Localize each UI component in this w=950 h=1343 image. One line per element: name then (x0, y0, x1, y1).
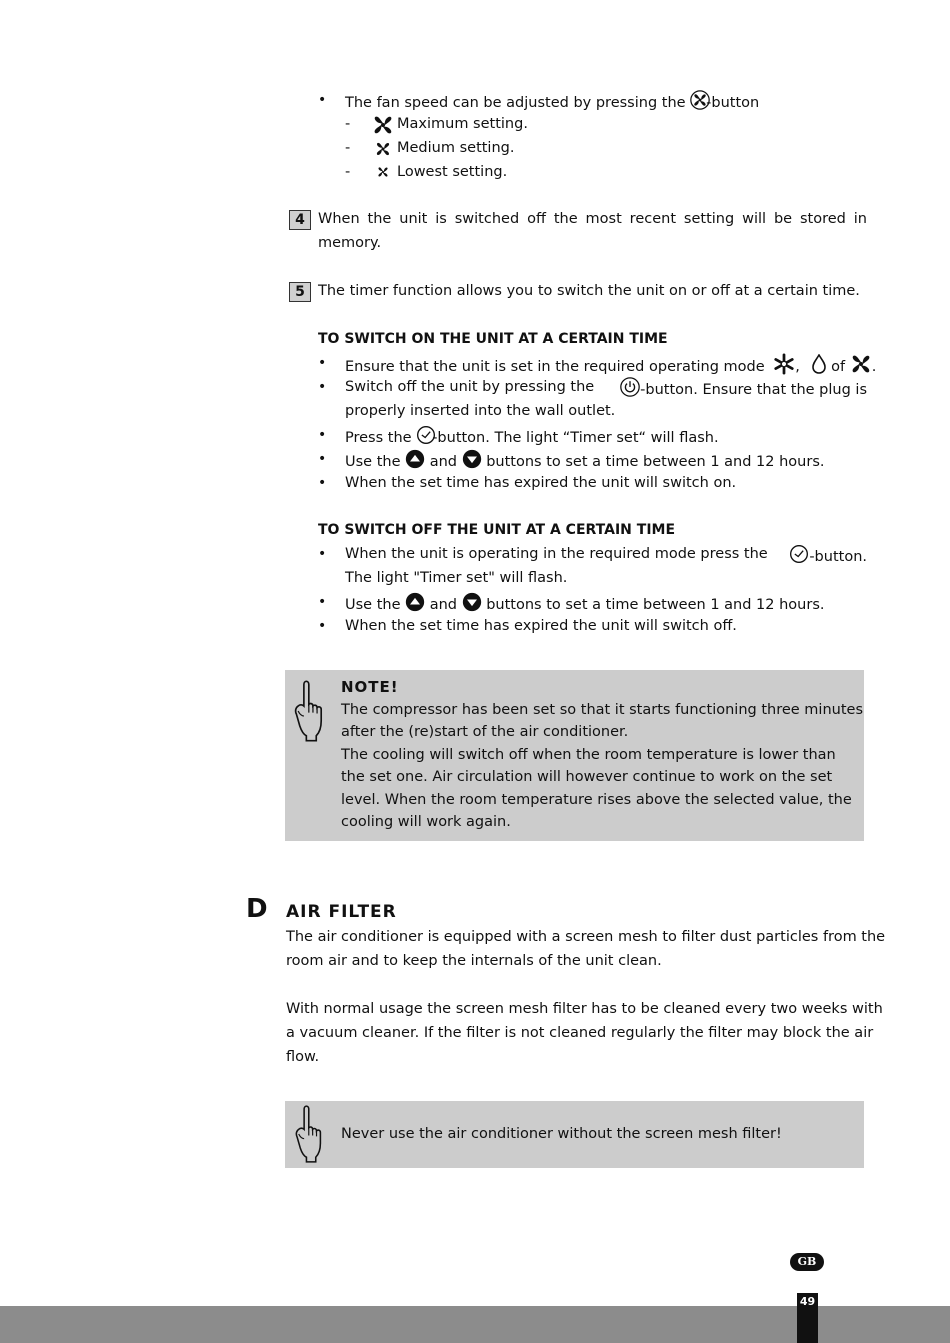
power-button-icon (620, 377, 640, 403)
switch-on-b2-post: -button. Ensure that the plug is (640, 382, 867, 398)
step5-text: The timer function allows you to switch the unit on or off at a certain time. (318, 283, 860, 299)
air-filter-p2-line3: flow. (286, 1049, 320, 1065)
switch-off-b1-tail (789, 544, 867, 570)
bullet-marker: • (318, 451, 327, 467)
bullet-marker: • (318, 475, 327, 491)
pointing-hand-icon (290, 678, 326, 748)
section-title: AIR FILTER (286, 902, 397, 922)
note-line: the set one. Air circulation will however continue to work on the set (341, 769, 833, 786)
note-line: The compressor has been set so that it starts functioning three minutes (341, 702, 863, 718)
switch-on-b3 (345, 425, 719, 451)
air-filter-p2-line2: a vacuum cleaner. If the filter is not cleaned regularly the filter may block the air (286, 1025, 874, 1041)
warning-text: Never use the air conditioner without the screen mesh filter! (341, 1126, 782, 1142)
bullet-marker: • (318, 379, 327, 395)
bullet-marker: • (318, 355, 327, 371)
step-number-4: 4 (289, 210, 311, 230)
switch-on-b1-of: of (831, 359, 846, 375)
switch-on-b4-and: and (429, 454, 457, 470)
arrow-up-button-icon (405, 592, 425, 618)
arrow-up-button-icon (405, 449, 425, 475)
country-badge: GB (790, 1253, 824, 1271)
switch-off-b2 (345, 592, 824, 618)
fan-intro-text: The fan speed can be adjusted by pressing the (345, 95, 686, 111)
switch-off-b2-pre: Use the (345, 597, 401, 613)
switch-on-b4 (345, 449, 824, 475)
switch-on-b1-comma: , (795, 359, 800, 375)
arrow-down-button-icon (462, 592, 482, 618)
fan-max-icon (372, 114, 394, 140)
air-filter-p2-line1: With normal usage the screen mesh filter has to be cleaned every two weeks with (286, 1001, 883, 1017)
switch-on-b1-text: Ensure that the unit is set in the required operating mode (345, 359, 765, 375)
note-line: cooling will work again. (341, 814, 511, 831)
switch-on-b5: When the set time has expired the unit will switch on. (345, 475, 737, 491)
switch-on-b2-pre: Switch off the unit by pressing the (345, 379, 595, 395)
arrow-down-button-icon (462, 449, 482, 475)
step-number-5: 5 (289, 282, 311, 302)
note-line: level. When the room temperature rises above the selected value, the (341, 791, 852, 808)
switch-off-b1-line2: The light "Timer set" will flash. (345, 570, 568, 586)
note-line: The cooling will switch off when the room temperature is lower than (341, 746, 836, 763)
warning-box (285, 1101, 864, 1168)
fan-intro (345, 90, 759, 116)
bullet-marker: • (318, 92, 327, 108)
pointing-hand-icon (290, 1103, 326, 1169)
setting-medium-label: Medium setting. (397, 140, 515, 156)
setting-dash: - (345, 164, 351, 180)
note-box (285, 670, 864, 841)
switch-on-b4-post: buttons to set a time between 1 and 12 hours. (486, 454, 825, 470)
setting-dash: - (345, 116, 351, 132)
step4-line2: memory. (318, 235, 382, 251)
switch-on-b2-line2: properly inserted into the wall outlet. (345, 403, 616, 419)
fan-medium-icon (375, 141, 391, 161)
setting-low-label: Lowest setting. (397, 164, 508, 180)
switch-off-b2-and: and (429, 597, 457, 613)
switch-off-b1-pre: When the unit is operating in the required mode press the (345, 546, 768, 562)
bullet-marker: • (318, 618, 327, 634)
switch-on-b2 (345, 377, 867, 403)
bullet-marker: • (318, 546, 327, 562)
switch-on-b2-tail (620, 377, 867, 403)
air-filter-p1-line1: The air conditioner is equipped with a screen mesh to filter dust particles from the (286, 929, 886, 945)
section-letter: D (246, 894, 268, 924)
fan-intro-suffix: -button (706, 95, 760, 111)
switch-off-heading: TO SWITCH OFF THE UNIT AT A CERTAIN TIME (318, 522, 676, 538)
switch-on-b1-end: . (871, 359, 877, 375)
note-body (341, 699, 863, 833)
switch-off-b2-post: buttons to set a time between 1 and 12 hours. (486, 597, 825, 613)
air-filter-p1-line2: room air and to keep the internals of the unit clean. (286, 953, 662, 969)
bullet-marker: • (318, 594, 327, 610)
switch-on-b3-pre: Press the (345, 430, 412, 446)
switch-off-b3: When the set time has expired the unit will switch off. (345, 618, 737, 634)
page-number: 49 (797, 1293, 818, 1343)
setting-max-label: Maximum setting. (397, 116, 528, 132)
setting-dash: - (345, 140, 351, 156)
switch-on-b3-post: -button. The light “Timer set“ will flash. (432, 430, 719, 446)
switch-off-b1 (345, 544, 867, 570)
switch-on-b4-pre: Use the (345, 454, 401, 470)
bullet-marker: • (318, 427, 327, 443)
timer-button-icon (789, 544, 809, 570)
note-title: NOTE! (341, 678, 399, 696)
fan-low-icon (377, 166, 389, 182)
step4-line1: When the unit is switched off the most recent setting will be stored in (318, 211, 867, 227)
note-line: after the (re)start of the air conditioner. (341, 724, 629, 741)
switch-on-heading: TO SWITCH ON THE UNIT AT A CERTAIN TIME (318, 331, 668, 347)
switch-off-b1-post: -button. (809, 549, 867, 565)
